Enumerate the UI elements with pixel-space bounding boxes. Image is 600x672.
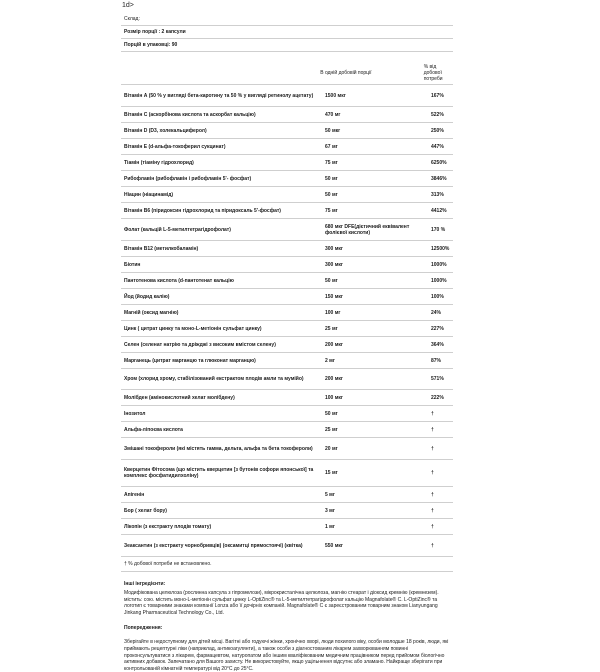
nutrient-daily-value: 4412% bbox=[431, 207, 447, 214]
nutrient-row bbox=[121, 155, 453, 171]
nutrient-name: Вітамін Е (d-альфа-токоферил сукцинат) bbox=[124, 143, 226, 150]
nutrient-amount: 50 мг bbox=[325, 277, 338, 284]
nutrient-amount: 300 мкг bbox=[325, 245, 344, 252]
nutrient-daily-value: 170 % bbox=[431, 226, 446, 233]
nutrient-daily-value: 1000% bbox=[431, 277, 447, 284]
other-ingredients-text: Модифікована целюлоза (рослинна капсула з гіпромелози), мікрокристалічна целюлоза, магнію стеарат і діоксид кремнію (кремнезем). містить: сою. містить моно-L-метіонін сульфат цинку L-OptiZinc® та L-5-метилтетрагідрофолат кальцію Magnafolate® C. L-OptiZinc® та логотип є товарними знаками компанії Lonza або її дочірніх компаній. Magnafolate® C є зареєстрованим товарним знаком Lianyungang Jinkang Pharmaceutical Technology Co., Ltd. bbox=[124, 590, 439, 616]
nutrient-row bbox=[121, 123, 453, 139]
nutrient-name: Апігенін bbox=[124, 491, 145, 498]
nutrient-row bbox=[121, 321, 453, 337]
nutrient-amount: 50 мг bbox=[325, 175, 338, 182]
nutrient-name: Вітамін В12 (метилкобаламін) bbox=[124, 245, 199, 252]
nutrient-amount: 550 мкг bbox=[325, 542, 344, 549]
nutrient-name: Зеаксантин (з екстракту чорнобривців) (оксамитці прямостоячі) (квітка) bbox=[124, 542, 303, 549]
nutrient-amount: 3 мг bbox=[325, 507, 335, 514]
nutrient-amount: 300 мкг bbox=[325, 261, 344, 268]
nutrient-name: Молібден (амінокислотний хелат молібдену) bbox=[124, 394, 235, 401]
nutrient-amount: 1500 мкг bbox=[325, 92, 346, 99]
nutrient-amount: 50 мг bbox=[325, 410, 338, 417]
nutrient-amount: 200 мкг bbox=[325, 341, 344, 348]
nutrient-amount: 680 мкг DFE(дієтичний еквівалент фолієвої кислоти) bbox=[325, 223, 410, 236]
nutrient-row bbox=[121, 406, 453, 422]
nutrient-name: Селен (селенат натрію та дріжджі з високим вмістом селену) bbox=[124, 341, 276, 348]
nutrient-amount: 150 мкг bbox=[325, 293, 344, 300]
nutrient-amount: 75 мг bbox=[325, 159, 338, 166]
nutrient-daily-value: † bbox=[431, 523, 434, 530]
nutrient-daily-value: 522% bbox=[431, 111, 444, 118]
warnings-text: Зберігайте в недоступному для дітей місці. Вагітні або годуючі жінки, хронічно хворі, люди похилого віку, особи молодше 18 років, люди, які приймають рецептурні ліки (наприклад, антикоагулянти), а також особи з діагностованим лікарем захворюванням повинні проконсультуватися з лікарем, фармацевтом, натуропатом або іншим кваліфікованим медичним працівником перед прийомом біологічно активних добавок. Запечатано для Вашого захисту. Не використовуйте, якщо ущільнення відсутнє або зламано. Найкраще зберігати при контрольованій кімнатній температурі від 20°C до 25°C. bbox=[124, 639, 449, 672]
nutrient-row bbox=[121, 273, 453, 289]
nutrient-row bbox=[121, 390, 453, 406]
header-amount-cell: В одній добовій порції bbox=[320, 70, 372, 76]
nutrient-name: Альфа-ліпоєва кислота bbox=[124, 426, 183, 433]
top-marker-text: 1d> bbox=[122, 2, 134, 9]
nutrient-daily-value: 3846% bbox=[431, 175, 447, 182]
nutrient-daily-value: † bbox=[431, 470, 434, 476]
nutrient-row bbox=[121, 85, 453, 107]
nutrient-row bbox=[121, 337, 453, 353]
nutrient-name: Цинк ( цитрат цинку та моно-L-метіонін сульфат цинку) bbox=[124, 325, 262, 332]
serving-size-row: Розмір порції : 2 капсули bbox=[121, 26, 453, 39]
nutrient-row bbox=[121, 438, 453, 460]
nutrient-row bbox=[121, 257, 453, 273]
nutrient-name: Тіамін (тіаміну гідрохлорид) bbox=[124, 159, 194, 166]
nutrient-row bbox=[121, 139, 453, 155]
nutrient-row bbox=[121, 203, 453, 219]
nutrient-table-body bbox=[121, 85, 453, 557]
nutrient-daily-value: † bbox=[431, 507, 434, 514]
nutrient-daily-value: 364% bbox=[431, 341, 444, 348]
nutrient-daily-value: † bbox=[431, 542, 434, 549]
nutrient-daily-value: † bbox=[431, 426, 434, 433]
nutrient-amount: 1 мг bbox=[325, 523, 335, 530]
nutrient-name: Ніацин (ніацинамід) bbox=[124, 191, 174, 198]
nutrient-name: Магній (оксид магнію) bbox=[124, 309, 179, 316]
nutrient-row bbox=[121, 241, 453, 257]
nutrient-name: Змішані токофероли (які містять гамма, дельта, альфа та бета токофероли) bbox=[124, 445, 313, 452]
nutrient-amount: 67 мг bbox=[325, 143, 338, 150]
nutrient-amount: 15 мг bbox=[325, 470, 338, 476]
nutrient-row bbox=[121, 519, 453, 535]
nutrient-daily-value: 6250% bbox=[431, 159, 447, 166]
nutrient-amount: 25 мг bbox=[325, 325, 338, 332]
nutrient-daily-value: † bbox=[431, 491, 434, 498]
nutrient-name: Бор ( хелат бору) bbox=[124, 507, 167, 514]
nutrient-name: Хром (хлорид хрому, стабілізований екстрактом плодів амли та мумійо) bbox=[124, 376, 304, 382]
nutrient-name: Вітамін D (D3, холекальциферол) bbox=[124, 127, 207, 134]
nutrient-daily-value: 571% bbox=[431, 376, 444, 382]
nutrient-amount: 100 мкг bbox=[325, 394, 344, 401]
nutrient-name: Вітамін В6 (піридоксин гідрохлорид та піридоксаль 5'-фосфат) bbox=[124, 207, 281, 214]
nutrient-daily-value: 313% bbox=[431, 191, 444, 198]
nutrient-row bbox=[121, 289, 453, 305]
nutrient-daily-value: 447% bbox=[431, 143, 444, 150]
nutrient-amount: 50 мкг bbox=[325, 127, 341, 134]
header-name-cell bbox=[121, 52, 320, 84]
nutrient-row bbox=[121, 219, 453, 241]
supplement-facts-panel bbox=[121, 13, 453, 672]
nutrient-name: Пантотенова кислота (d-пантотенат кальцію bbox=[124, 277, 234, 284]
nutrient-row bbox=[121, 353, 453, 369]
nutrient-row bbox=[121, 305, 453, 321]
header-dv-cell: % від добової потреби bbox=[423, 64, 443, 82]
nutrient-name: Кверцетин Фітосома (що містить кверцетин [з бутонів софори японської] та комплекс фосфатидилхоліну) bbox=[124, 467, 314, 479]
nutrient-row bbox=[121, 422, 453, 438]
nutrient-row bbox=[121, 487, 453, 503]
table-header bbox=[121, 52, 453, 85]
nutrient-daily-value: 167% bbox=[431, 92, 444, 99]
warnings-title: Попередження: bbox=[124, 625, 163, 632]
nutrient-daily-value: 24% bbox=[431, 309, 442, 316]
nutrient-name: Вітамін А (50 % у вигляді бета-каротину та 50 % у вигляді ретинолу ацетату) bbox=[124, 92, 314, 99]
nutrient-name: Фолат (кальцій L-5-метилтетрагідрофолат) bbox=[124, 226, 231, 233]
nutrient-name: Рибофлавін (рибофлавін і рибофлавін 5'- фосфат) bbox=[124, 175, 252, 182]
nutrient-daily-value: 1000% bbox=[431, 261, 447, 268]
nutrient-amount: 470 мг bbox=[325, 111, 341, 118]
nutrient-daily-value: 12500% bbox=[431, 245, 450, 252]
nutrient-row bbox=[121, 171, 453, 187]
nutrient-row bbox=[121, 107, 453, 123]
nutrient-amount: 20 мг bbox=[325, 445, 338, 452]
nutrient-name: Біотин bbox=[124, 261, 141, 268]
nutrient-row bbox=[121, 187, 453, 203]
nutrient-amount: 200 мкг bbox=[325, 376, 344, 382]
nutrient-row bbox=[121, 503, 453, 519]
nutrient-row bbox=[121, 460, 453, 487]
nutrient-amount: 100 мг bbox=[325, 309, 341, 316]
nutrient-name: Йод (йодид калію) bbox=[124, 293, 170, 300]
nutrient-daily-value: 222% bbox=[431, 394, 444, 401]
nutrient-amount: 5 мг bbox=[325, 491, 335, 498]
nutrient-name: Лікопін (з екстракту плодів томату) bbox=[124, 523, 212, 530]
composition-row: Склад: bbox=[121, 13, 453, 26]
nutrient-row bbox=[121, 369, 453, 390]
servings-per-container-row: Порцій в упаковці: 90 bbox=[121, 39, 453, 52]
nutrient-daily-value: 227% bbox=[431, 325, 444, 332]
nutrient-daily-value: † bbox=[431, 445, 434, 452]
table-footnote: † % добової потреби не встановлено. bbox=[121, 557, 453, 572]
nutrient-daily-value: † bbox=[431, 410, 434, 417]
nutrient-amount: 25 мг bbox=[325, 426, 338, 433]
nutrient-amount: 2 мг bbox=[325, 357, 335, 364]
nutrient-name: Інозитол bbox=[124, 410, 146, 417]
nutrient-name: Марганець (цитрат марганцю та глюконат марганцю) bbox=[124, 357, 256, 364]
nutrient-amount: 75 мг bbox=[325, 207, 338, 214]
nutrient-daily-value: 250% bbox=[431, 127, 444, 134]
nutrient-name: Вітамін С (аскорбінова кислота та аскорбат кальцію) bbox=[124, 111, 256, 118]
nutrient-daily-value: 100% bbox=[431, 293, 444, 300]
nutrient-row bbox=[121, 535, 453, 557]
other-ingredients-title: Інші інгредієнти: bbox=[124, 581, 166, 587]
nutrient-amount: 50 мг bbox=[325, 191, 338, 198]
nutrient-daily-value: 87% bbox=[431, 357, 442, 364]
